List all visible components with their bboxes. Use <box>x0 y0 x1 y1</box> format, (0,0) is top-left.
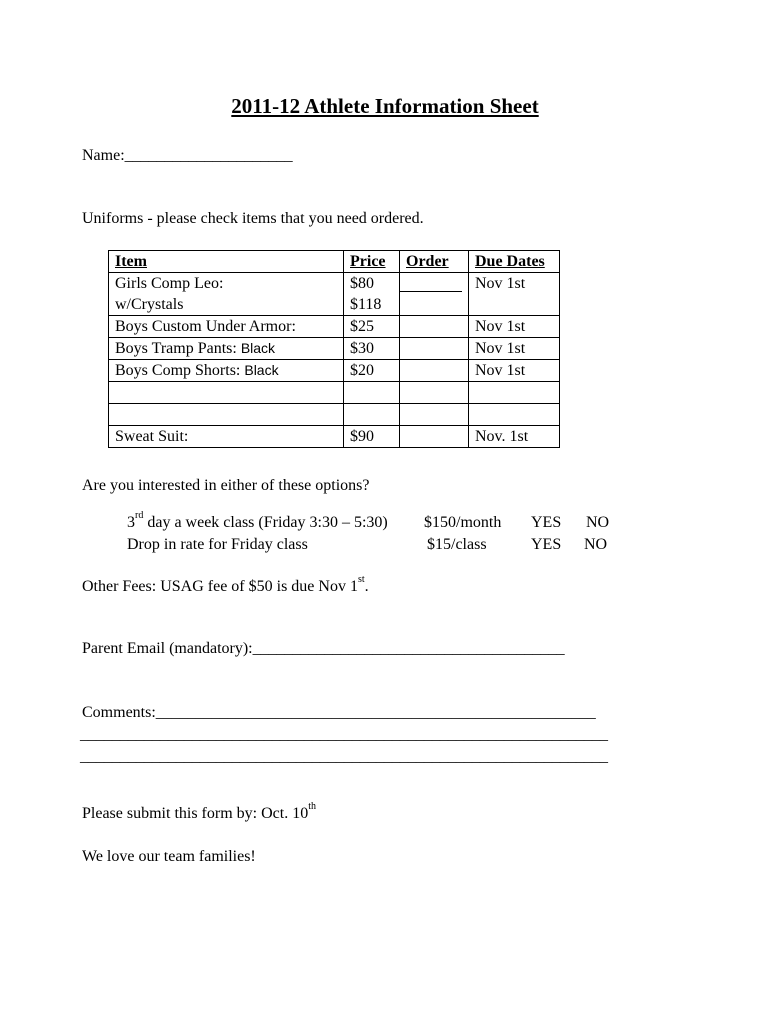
price-cell: $30 <box>344 338 400 360</box>
item-text: Boys Tramp Pants: <box>115 340 241 357</box>
price-cell <box>344 404 400 426</box>
submit-text: Please submit this form by: Oct. 10 <box>82 805 309 822</box>
comments-blank[interactable]: _______________________________________________________ <box>155 704 596 721</box>
price-cell <box>344 382 400 404</box>
price-line: $80 <box>350 275 374 292</box>
item-cell <box>109 382 344 404</box>
due-cell <box>469 404 560 426</box>
table-row <box>109 316 560 338</box>
table-row <box>109 360 560 382</box>
order-checkbox-cell[interactable] <box>400 338 469 360</box>
item-line: Girls Comp Leo: <box>115 275 224 292</box>
option-price: $15/class <box>427 536 487 553</box>
due-cell: Nov 1st <box>469 338 560 360</box>
item-cell: Sweat Suit: <box>109 426 344 448</box>
option-label: Drop in rate for Friday class <box>127 536 308 553</box>
name-blank[interactable]: _____________________ <box>124 147 293 164</box>
comments-blank-line[interactable]: __________________________________________________________________ <box>80 726 608 743</box>
due-cell: Nov 1st <box>469 316 560 338</box>
order-checkbox-cell[interactable] <box>400 360 469 382</box>
option-no[interactable]: NO <box>584 536 608 553</box>
item-cell <box>109 338 344 360</box>
item-cell: Boys Custom Under Armor: <box>109 316 344 338</box>
price-cell: $90 <box>344 426 400 448</box>
option-no[interactable]: NO <box>586 514 610 531</box>
option-label-sup: rd <box>135 510 144 521</box>
table-row <box>109 338 560 360</box>
other-fees-text: Other Fees: USAG fee of $50 is due Nov 1 <box>82 578 358 595</box>
submit-deadline <box>82 801 316 823</box>
price-cell: $20 <box>344 360 400 382</box>
table-row <box>109 382 560 404</box>
table-row <box>109 426 560 448</box>
comments-label: Comments: <box>82 704 156 721</box>
comments-field[interactable] <box>82 704 596 722</box>
header-item: Item <box>109 251 344 273</box>
price-line: $118 <box>350 296 382 313</box>
page-title: 2011-12 Athlete Information Sheet <box>231 94 539 118</box>
uniform-table <box>108 250 560 448</box>
order-underline <box>400 273 462 292</box>
options-question: Are you interested in either of these options? <box>82 477 370 494</box>
due-cell: Nov 1st <box>469 360 560 382</box>
due-cell: Nov 1st <box>469 273 560 316</box>
option-label <box>127 510 388 532</box>
table-row <box>109 404 560 426</box>
item-text: Boys Comp Shorts: <box>115 362 245 379</box>
price-cell <box>344 273 400 316</box>
price-cell: $25 <box>344 316 400 338</box>
parent-email-blank[interactable]: _______________________________________ <box>252 640 565 657</box>
item-note: Black <box>244 362 279 378</box>
option-yes[interactable]: YES <box>531 514 562 531</box>
option-label-rest: day a week class (Friday 3:30 – 5:30) <box>143 514 388 531</box>
table-row <box>109 273 560 316</box>
option-label-prefix: 3 <box>127 514 135 531</box>
parent-email-label: Parent Email (mandatory): <box>82 640 253 657</box>
item-cell <box>109 273 344 316</box>
other-fees <box>82 574 369 596</box>
other-fees-sup: st <box>357 574 365 585</box>
other-fees-suffix: . <box>364 578 369 595</box>
header-due-dates: Due Dates <box>469 251 560 273</box>
order-checkbox-cell[interactable] <box>400 382 469 404</box>
name-label: Name: <box>82 147 125 164</box>
item-cell <box>109 360 344 382</box>
header-order: Order <box>400 251 469 273</box>
order-checkbox-cell[interactable] <box>400 273 469 316</box>
submit-sup: th <box>308 801 316 812</box>
closing-text: We love our team families! <box>82 848 256 865</box>
item-cell <box>109 404 344 426</box>
order-checkbox-cell[interactable] <box>400 426 469 448</box>
comments-blank-line[interactable]: __________________________________________________________________ <box>80 748 608 765</box>
order-checkbox-cell[interactable] <box>400 404 469 426</box>
order-checkbox-cell[interactable] <box>400 316 469 338</box>
due-cell: Nov. 1st <box>469 426 560 448</box>
option-yes[interactable]: YES <box>531 536 562 553</box>
option-price: $150/month <box>424 514 502 531</box>
table-header-row <box>109 251 560 273</box>
item-note: Black <box>240 340 276 356</box>
name-field[interactable] <box>82 147 293 165</box>
header-price: Price <box>344 251 400 273</box>
parent-email-field[interactable] <box>82 640 565 658</box>
uniforms-intro: Uniforms - please check items that you need ordered. <box>82 210 424 227</box>
item-line: w/Crystals <box>115 296 184 313</box>
due-cell <box>469 382 560 404</box>
